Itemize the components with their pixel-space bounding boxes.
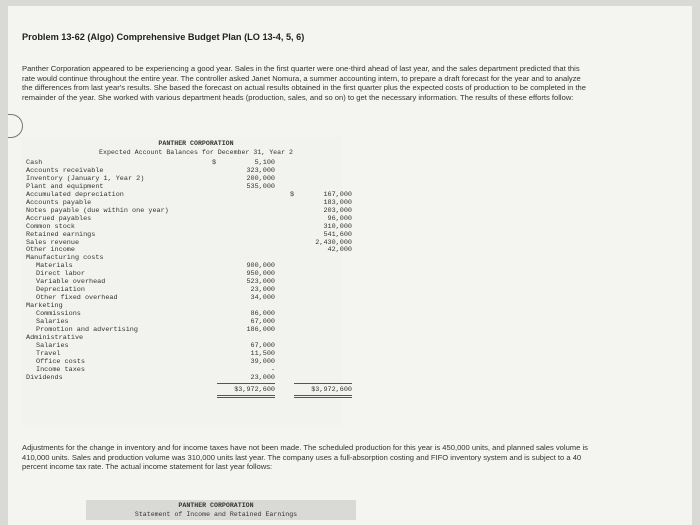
balance-row-label: Materials: [36, 262, 73, 271]
balance-row-label: Depreciation: [36, 286, 85, 295]
debit-value: 23,000: [250, 373, 275, 382]
balance-row-label: Salaries: [36, 341, 69, 350]
balance-row-label: Travel: [36, 349, 61, 358]
balance-row: [22, 350, 352, 358]
credit-value: 2,430,000: [315, 238, 352, 247]
balance-row: [22, 159, 352, 167]
balance-row: [22, 326, 352, 334]
balance-row: [22, 286, 352, 294]
balance-row-label: Office costs: [36, 357, 85, 366]
credit-value: 167,000: [323, 190, 352, 199]
income-statement-company: PANTHER CORPORATION: [178, 502, 254, 509]
balance-row-label: Cash: [26, 159, 43, 167]
balance-row: [22, 246, 352, 254]
balance-row: [22, 334, 352, 342]
balance-row-label: Direct labor: [36, 270, 85, 279]
balance-row-label: Salaries: [36, 318, 69, 326]
balance-row-label: Dividends: [26, 373, 63, 382]
debit-value: 67,000: [250, 341, 275, 350]
balance-row: [22, 342, 352, 350]
debit-value: 39,000: [250, 357, 275, 366]
balance-row: [22, 318, 352, 326]
balances-company: PANTHER CORPORATION: [158, 140, 234, 147]
balance-row-label: Accounts payable: [26, 198, 92, 207]
balance-row: [22, 262, 352, 270]
balance-row-label: Accumulated depreciation: [26, 190, 124, 199]
balance-row: [22, 302, 352, 310]
balance-row: [22, 183, 352, 191]
balance-row-label: Variable overhead: [36, 278, 106, 287]
balance-row-label: Administrative: [26, 333, 84, 342]
credit-value: 42,000: [327, 246, 352, 255]
balance-row: [22, 175, 352, 183]
document-page: [8, 6, 692, 525]
debit-value: 67,000: [250, 318, 275, 326]
balance-row-label: Accrued payables: [26, 214, 92, 223]
debit-value: -: [270, 365, 275, 374]
debit-value: 523,000: [246, 278, 275, 287]
income-statement-heading: Statement of Income and Retained Earnings: [134, 511, 298, 518]
balance-row-label: Other fixed overhead: [36, 294, 118, 303]
balance-row: [22, 191, 352, 199]
balance-row: [22, 215, 352, 223]
debit-value: 86,000: [250, 310, 275, 319]
debit-dollar-sign: $: [212, 159, 217, 167]
balance-row: [22, 310, 352, 318]
credit-value: 183,000: [323, 198, 352, 207]
balance-row: [22, 231, 352, 239]
debit-value: 200,000: [246, 174, 275, 183]
debit-value: 11,500: [250, 349, 275, 358]
balance-row-label: Common stock: [26, 222, 75, 231]
balance-row-label: Accounts receivable: [26, 166, 104, 175]
credit-underline: [294, 383, 352, 384]
left-edge-bracket: [8, 114, 23, 138]
totals-row: [22, 386, 352, 394]
balance-row-label: Promotion and advertising: [36, 325, 138, 334]
balance-row: [22, 223, 352, 231]
balance-row: [22, 167, 352, 175]
debit-value: 23,000: [250, 286, 275, 295]
credit-double-underline: [294, 395, 352, 398]
balance-row: [22, 278, 352, 286]
balances-table: [22, 137, 352, 427]
balance-row: [22, 270, 352, 278]
balance-row-label: Plant and equipment: [26, 182, 104, 191]
debit-value: 323,000: [246, 166, 275, 175]
credit-value: 203,000: [323, 206, 352, 215]
credit-dollar-sign: $: [290, 190, 295, 199]
balance-row: [22, 374, 352, 382]
debit-value: 5,100: [254, 159, 275, 167]
adjustments-paragraph: Adjustments for the change in inventory and for income taxes have not been made. The scheduled production for this year is 450,000 units, and planned sales volume is 410,000 units. Sales and production volume was 310,000 units last year. The company uses a full-absorption costing and FIFO inventory system and is subject to a 40 percent income tax rate. The actual income statement for last year follows:: [22, 443, 588, 472]
problem-intro: Panther Corporation appeared to be experiencing a good year. Sales in the first quarter were one-third ahead of last year, and the sales department predicted that this rate would continue throughout the entire year. The controller asked Janet Nomura, a summer accounting intern, to prepare a draft forecast for the year and to analyze the differences from last year's results. She based the forecast on actual results obtained in the first quarter plus the expected costs of production to be completed in the remainder of the year. She worked with various department heads (production, sales, and so on) to get the necessary information. The results of these efforts follow:: [22, 64, 586, 102]
balance-row-label: Manufacturing costs: [26, 254, 104, 263]
credit-value: 96,000: [327, 214, 352, 223]
debit-double-underline: [217, 395, 275, 398]
balance-row-label: Income taxes: [36, 365, 85, 374]
balance-row-label: Retained earnings: [26, 230, 96, 239]
balance-row: [22, 239, 352, 247]
balance-row-label: Other income: [26, 246, 75, 255]
debit-value: 34,000: [250, 294, 275, 303]
balance-row: [22, 358, 352, 366]
credit-value: 541,600: [323, 230, 352, 239]
balance-row-label: Commissions: [36, 310, 81, 319]
debit-value: 900,000: [246, 262, 275, 271]
balance-row: [22, 254, 352, 262]
credit-value: 310,000: [323, 222, 352, 231]
balance-row-label: Sales revenue: [26, 238, 80, 247]
balance-row-label: Marketing: [26, 302, 63, 311]
balance-row: [22, 207, 352, 215]
balance-row: [22, 366, 352, 374]
balances-heading: Expected Account Balances for December 31, Year 2: [99, 149, 293, 156]
balance-row: [22, 294, 352, 302]
balance-row-label: Inventory (January 1, Year 2): [26, 174, 145, 183]
problem-title: Problem 13-62 (Algo) Comprehensive Budget Plan (LO 13-4, 5, 6): [22, 32, 305, 42]
debit-underline: [217, 383, 275, 384]
total-debit: $3,972,600: [234, 385, 275, 394]
debit-value: 950,000: [246, 270, 275, 279]
debit-value: 535,000: [246, 182, 275, 191]
balance-row: [22, 199, 352, 207]
balance-row-label: Notes payable (due within one year): [26, 206, 169, 215]
total-credit: $3,972,600: [311, 385, 352, 394]
debit-value: 186,000: [246, 325, 275, 334]
